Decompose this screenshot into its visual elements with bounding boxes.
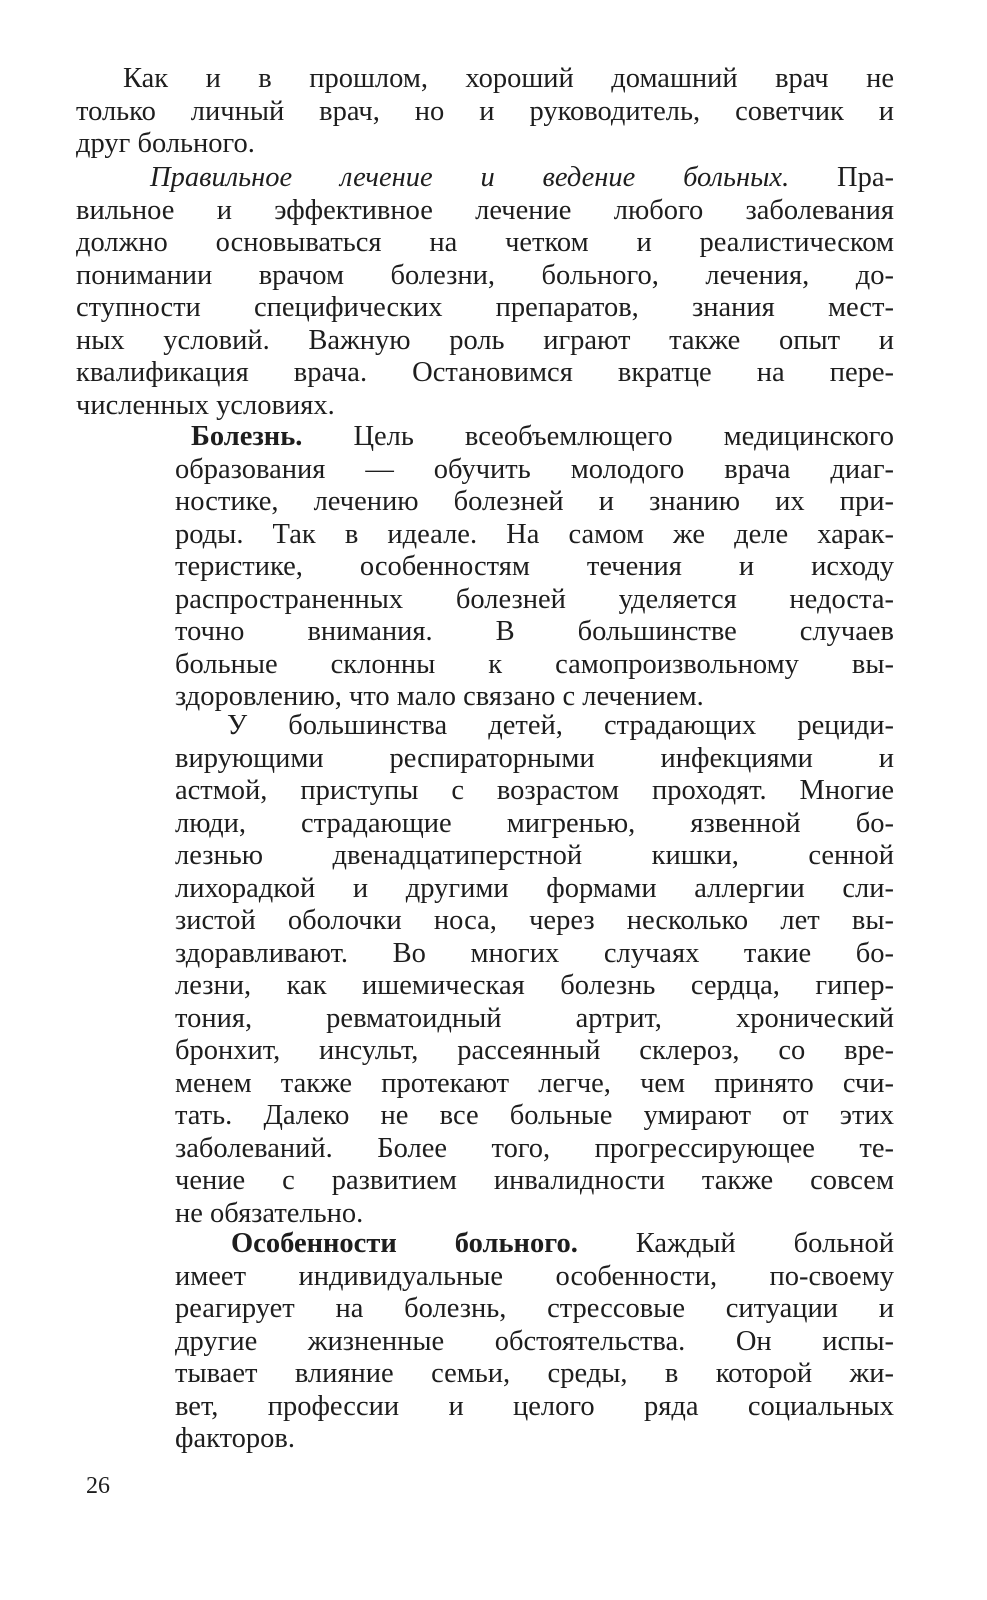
text-line: заболеваний. Более того, прогрессирующее те- (175, 1132, 894, 1164)
text-line: факторов. (175, 1423, 295, 1454)
text-line: вильное и эффективное лечение любого заболевания (76, 194, 894, 226)
text-line (76, 162, 894, 195)
text-line: лихорадкой и другими формами аллергии сли- (175, 872, 894, 904)
text-line: менем также протекают легче, чем принято счи- (175, 1067, 894, 1099)
text-line: теристике, особенностям течения и исходу (175, 551, 894, 582)
text-line: бронхит, инсульт, рассеянный склероз, со вре- (175, 1035, 894, 1066)
text-line: здоровлению, что мало связано с лечением. (175, 681, 704, 712)
text-line: лезнью двенадцатиперстной кишки, сенной (175, 840, 894, 871)
paragraph-5 (175, 1228, 894, 1456)
text-line: численных условиях. (76, 389, 335, 421)
text-line: больные склонны к самопроизвольному вы- (175, 648, 894, 680)
text-line: зистой оболочки носа, через несколько лет вы- (175, 905, 894, 936)
text-line: тывает влияние семьи, среды, в которой жи- (175, 1358, 894, 1389)
text-line: У большинства детей, страдающих рециди- (227, 710, 894, 741)
text-line: ностике, лечению болезней и знанию их при- (175, 486, 894, 517)
text-fragment: Пра- (789, 162, 894, 193)
page-number: 26 (86, 1473, 110, 1499)
text-line: реагирует на болезнь, стрессовые ситуации и (175, 1293, 894, 1324)
text-line: ступности специфических препаратов, знания мест- (76, 292, 894, 323)
text-line: вет, профессии и целого ряда социальных (175, 1390, 894, 1422)
text-line: лезни, как ишемическая болезнь сердца, гипер- (175, 970, 894, 1001)
text-line: должно основываться на четком и реалистическом (76, 227, 894, 258)
section-heading-treatment: Правильное лечение и ведение больных. (150, 162, 790, 193)
text-line: распространенных болезней уделяется недоста- (175, 583, 894, 615)
text-line: тония, ревматоидный артрит, хронический (175, 1002, 894, 1034)
text-line: квалификация врача. Остановимся вкратце на пере- (76, 357, 894, 388)
text-line: только личный врач, но и руководитель, советчик и (76, 95, 894, 127)
text-line: астмой, приступы с возрастом проходят. Многие (175, 775, 894, 806)
section-heading-patient-features: Особенности больного. (231, 1228, 578, 1259)
text-line: люди, страдающие мигренью, язвенной бо- (175, 807, 894, 839)
text-line: Как и в прошлом, хороший домашний врач не (123, 63, 894, 94)
text-line: имеет индивидуальные особенности, по-своему (175, 1260, 894, 1292)
text-line: вирующими респираторными инфекциями и (175, 742, 894, 774)
text-line: ных условий. Важную роль играют также опыт и (76, 324, 894, 356)
text-fragment: Цель всеобъемлющего медицинского (302, 421, 894, 452)
text-line: чение с развитием инвалидности также совсем (175, 1165, 894, 1196)
text-line: другие жизненные обстоятельства. Он испы- (175, 1325, 894, 1357)
paragraph-1 (76, 63, 894, 161)
paragraph-4 (175, 710, 894, 1230)
text-line (175, 1228, 894, 1261)
text-fragment: Каждый больной (577, 1228, 894, 1259)
text-line: друг больного. (76, 128, 255, 159)
section-heading-disease: Болезнь. (191, 421, 303, 452)
text-line: понимании врачом болезни, больного, лечения, до- (76, 259, 894, 291)
text-line: здоравливают. Во многих случаях такие бо- (175, 937, 894, 969)
text-line: образования — обучить молодого врача диаг- (175, 453, 894, 485)
text-line: тать. Далеко не все больные умирают от этих (175, 1100, 894, 1131)
text-line: роды. Так в идеале. На самом же деле харак- (175, 518, 894, 550)
paragraph-2 (76, 162, 894, 422)
text-line: точно внимания. В большинстве случаев (175, 616, 894, 647)
text-line: не обязательно. (175, 1197, 364, 1229)
text-line (175, 421, 894, 454)
paragraph-3 (175, 421, 894, 714)
